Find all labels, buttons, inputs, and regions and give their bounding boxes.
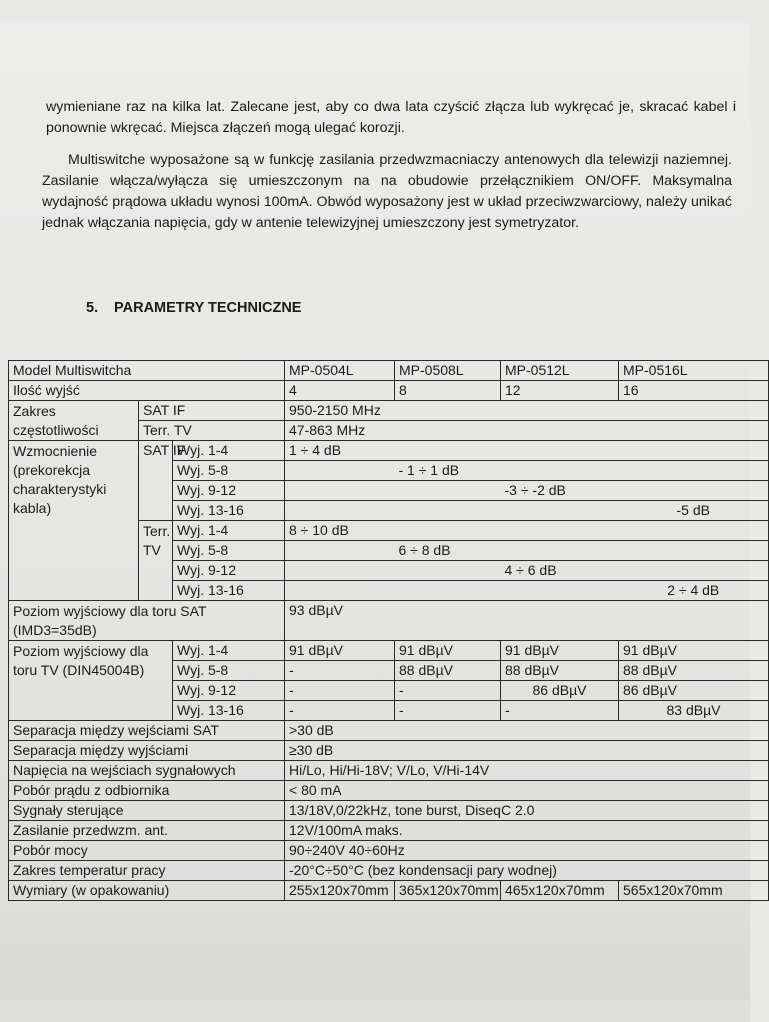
gain-value: - 1 ÷ 1 dB bbox=[395, 461, 769, 481]
table-row bbox=[9, 841, 769, 861]
table-row bbox=[9, 781, 769, 801]
tv-level-cell: 91 dBµV bbox=[395, 641, 501, 661]
gain-value: 4 ÷ 6 dB bbox=[501, 561, 769, 581]
paragraph-2: Multiswitche wyposażone są w funkcję zasilania przedwzmacniaczy antenowych dla telewizji naziemnej. Zasilanie włącza/wyłącza się umieszczonym na na obudowie przełącznikiem ON/OFF. Maksymalna wydajność prądowa układu wynosi 100mA. Obwód wyposażony jest w układ przeciwzwarciowy, należy unikać jednak włączania napięcia, gdy w antenie telewizyjnej umieszczony jest symetryzator. bbox=[42, 152, 732, 231]
param-label: Zasilanie przedwzm. ant. bbox=[9, 821, 285, 841]
gain-value: -5 dB bbox=[619, 501, 769, 521]
param-value: Hi/Lo, Hi/Hi-18V; V/Lo, V/Hi-14V bbox=[285, 761, 769, 781]
tv-level-cell: - bbox=[285, 661, 395, 681]
param-label: Pobór mocy bbox=[9, 841, 285, 861]
param-value: -20°C÷50°C (bez kondensacji pary wodnej) bbox=[285, 861, 769, 881]
output-range: Wyj. 5-8 bbox=[173, 461, 285, 481]
tv-level-cell: 91 dBµV bbox=[501, 641, 619, 661]
param-label: Sygnały sterujące bbox=[9, 801, 285, 821]
tv-level-cell: 83 dBµV bbox=[619, 701, 769, 721]
document-page bbox=[0, 22, 750, 1000]
model-label: Model Multiswitcha bbox=[9, 361, 285, 381]
param-label: Zakres temperatur pracy bbox=[9, 861, 285, 881]
table-row bbox=[9, 641, 769, 661]
output-range: Wyj. 1-4 bbox=[173, 521, 285, 541]
tv-level-cell: - bbox=[395, 681, 501, 701]
dimension-cell: 255x120x70mm bbox=[285, 881, 395, 901]
param-value: >30 dB bbox=[285, 721, 769, 741]
param-value: ≥30 dB bbox=[285, 741, 769, 761]
tv-level-cell: 91 dBµV bbox=[619, 641, 769, 661]
output-range: Wyj. 1-4 bbox=[173, 441, 285, 461]
outputs-cell: 8 bbox=[395, 381, 501, 401]
dimensions-label: Wymiary (w opakowaniu) bbox=[9, 881, 285, 901]
dimension-cell: 465x120x70mm bbox=[501, 881, 619, 901]
gain-terr-label bbox=[139, 521, 173, 601]
tv-level-label: Poziom wyjściowy dla toru TV (DIN45004B) bbox=[9, 641, 173, 721]
output-range: Wyj. 9-12 bbox=[173, 561, 285, 581]
sat-level-label: Poziom wyjściowy dla toru SAT (IMD3=35dB) bbox=[9, 601, 285, 641]
param-value: < 80 mA bbox=[285, 781, 769, 801]
table-row bbox=[9, 361, 769, 381]
model-cell: MP-0512L bbox=[501, 361, 619, 381]
output-range: Wyj. 1-4 bbox=[173, 641, 285, 661]
table-row bbox=[9, 381, 769, 401]
model-cell: MP-0516L bbox=[619, 361, 769, 381]
tv-label: TV bbox=[143, 542, 161, 558]
param-label: Separacja między wyjściami bbox=[9, 741, 285, 761]
tv-level-cell: - bbox=[285, 701, 395, 721]
gain-value: 1 ÷ 4 dB bbox=[285, 441, 769, 461]
param-label: Napięcia na wejściach sygnałowych bbox=[9, 761, 285, 781]
freq-terr-value: 47-863 MHz bbox=[285, 421, 769, 441]
freq-sat-value: 950-2150 MHz bbox=[285, 401, 769, 421]
table-row bbox=[9, 821, 769, 841]
terr-tv-label: Terr. TV bbox=[139, 421, 285, 441]
param-value: 13/18V,0/22kHz, tone burst, DiseqC 2.0 bbox=[285, 801, 769, 821]
table-row bbox=[9, 721, 769, 741]
section-number: 5. bbox=[86, 300, 99, 316]
gain-value: 8 ÷ 10 dB bbox=[285, 521, 769, 541]
table-row bbox=[9, 741, 769, 761]
tv-level-cell: 86 dBµV bbox=[501, 681, 619, 701]
tv-level-cell: 88 dBµV bbox=[619, 661, 769, 681]
table-row bbox=[9, 881, 769, 901]
tv-level-cell: 88 dBµV bbox=[395, 661, 501, 681]
paragraph-1: wymieniane raz na kilka lat. Zalecane jest, aby co dwa lata czyścić złącza lub wykręcać je, skracać kabel i ponownie wkręcać. Miejsca złączeń mogą ulegać korozji. bbox=[46, 99, 736, 136]
output-range: Wyj. 9-12 bbox=[173, 481, 285, 501]
dimension-cell: 365x120x70mm bbox=[395, 881, 501, 901]
sat-if-label: SAT IF bbox=[139, 401, 285, 421]
param-label: Separacja między wejściami SAT bbox=[9, 721, 285, 741]
output-range: Wyj. 13-16 bbox=[173, 581, 285, 601]
model-cell: MP-0504L bbox=[285, 361, 395, 381]
output-range: Wyj. 5-8 bbox=[173, 541, 285, 561]
table-row bbox=[9, 401, 769, 421]
tv-level-cell: 91 dBµV bbox=[285, 641, 395, 661]
section-heading bbox=[86, 300, 301, 316]
table-row bbox=[9, 441, 769, 461]
output-range: Wyj. 13-16 bbox=[173, 501, 285, 521]
outputs-cell: 12 bbox=[501, 381, 619, 401]
param-label: Pobór prądu z odbiornika bbox=[9, 781, 285, 801]
tv-level-cell: - bbox=[501, 701, 619, 721]
table-row bbox=[9, 801, 769, 821]
outputs-label: Ilość wyjść bbox=[9, 381, 285, 401]
tv-level-cell: 88 dBµV bbox=[501, 661, 619, 681]
gain-value: 6 ÷ 8 dB bbox=[395, 541, 769, 561]
dimension-cell: 565x120x70mm bbox=[619, 881, 769, 901]
gain-sat-label: SAT IF bbox=[139, 441, 173, 521]
spec-table bbox=[8, 360, 769, 901]
outputs-cell: 16 bbox=[619, 381, 769, 401]
output-range: Wyj. 5-8 bbox=[173, 661, 285, 681]
section-title: PARAMETRY TECHNICZNE bbox=[114, 300, 302, 316]
outputs-cell: 4 bbox=[285, 381, 395, 401]
terr-label: Terr. bbox=[143, 523, 171, 539]
table-row bbox=[9, 601, 769, 641]
output-range: Wyj. 9-12 bbox=[173, 681, 285, 701]
tv-level-cell: - bbox=[395, 701, 501, 721]
param-value: 90÷240V 40÷60Hz bbox=[285, 841, 769, 861]
sat-level-value: 93 dBµV bbox=[285, 601, 769, 641]
table-row bbox=[9, 761, 769, 781]
tv-level-cell: - bbox=[285, 681, 395, 701]
model-cell: MP-0508L bbox=[395, 361, 501, 381]
param-value: 12V/100mA maks. bbox=[285, 821, 769, 841]
tv-level-cell: 86 dBµV bbox=[619, 681, 769, 701]
gain-label: Wzmocnienie (prekorekcja charakterystyki kabla) bbox=[9, 441, 139, 601]
page-shadow bbox=[0, 902, 750, 1022]
gain-value: -3 ÷ -2 dB bbox=[501, 481, 769, 501]
gain-value: 2 ÷ 4 dB bbox=[619, 581, 769, 601]
table-row bbox=[9, 861, 769, 881]
freq-label: Zakres częstotliwości bbox=[9, 401, 139, 441]
output-range: Wyj. 13-16 bbox=[173, 701, 285, 721]
